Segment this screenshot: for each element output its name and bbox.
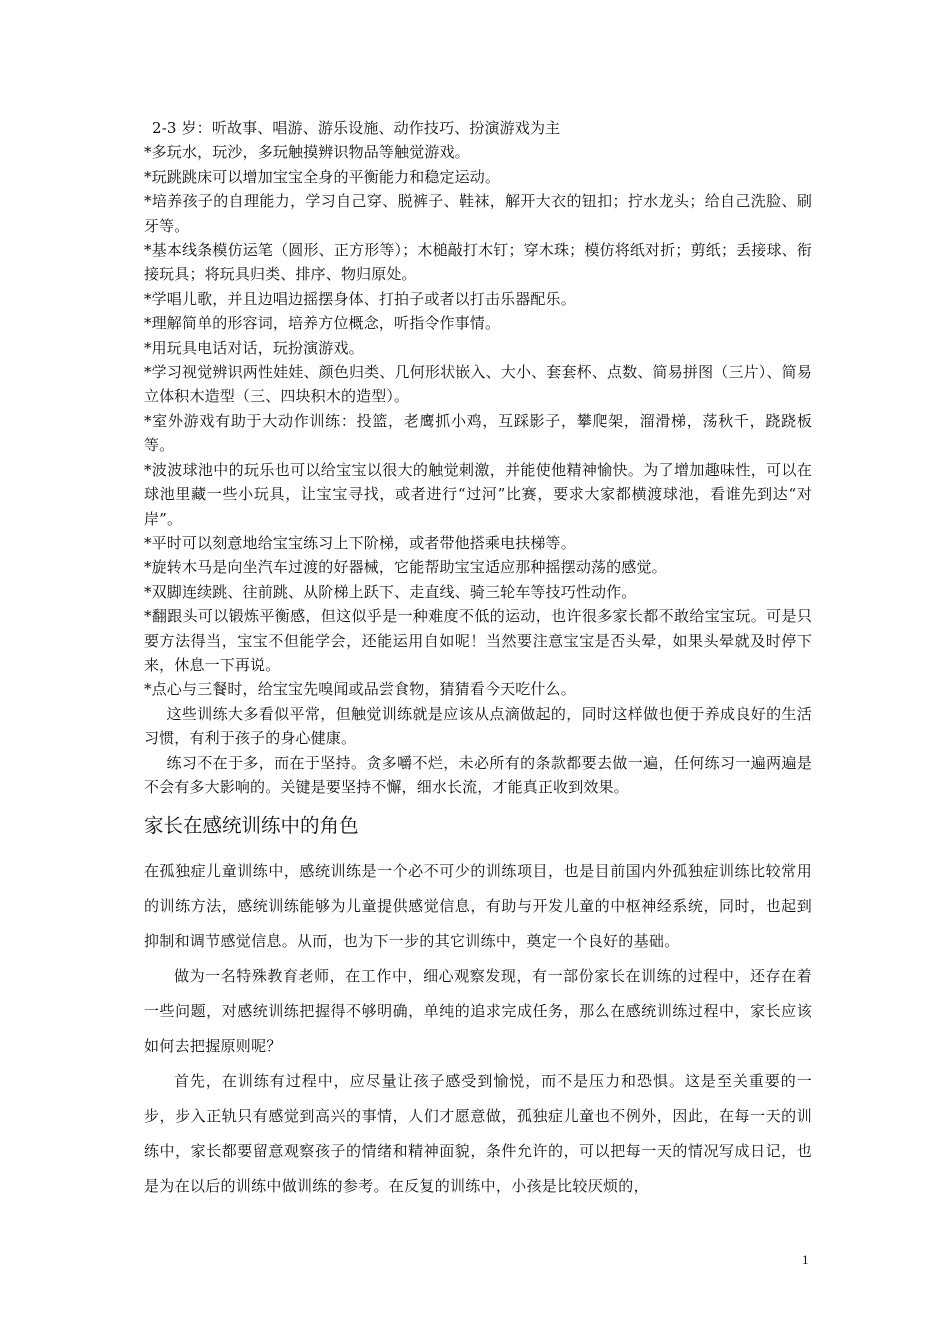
summary-paragraph: 这些训练大多看似平常，但触觉训练就是应该从点滴做起的，同时这样做也便于养成良好的生活习惯，有利于孩子的身心健康。: [144, 704, 812, 748]
list-item: *旋转木马是向坐汽车过渡的好器械，它能帮助宝宝适应那种摇摆动荡的感觉。: [144, 558, 667, 577]
list-item: *理解简单的形容词，培养方位概念，听指令作事情。: [144, 314, 501, 333]
list-item: *用玩具电话对话，玩扮演游戏。: [144, 338, 364, 357]
age-range-heading: 2-3 岁：听故事、唱游、游乐设施、动作技巧、扮演游戏为主: [152, 119, 561, 137]
list-item: *多玩水，玩沙，多玩触摸辨识物品等触觉游戏。: [144, 143, 470, 162]
document-page: [144, 116, 812, 1204]
page-number: 1: [802, 1252, 809, 1267]
list-item: *双脚连续跳、往前跳、从阶梯上跃下、走直线、骑三轮车等技巧性动作。: [144, 582, 637, 601]
article-section: [144, 854, 812, 1204]
list-item: *学唱儿歌，并且边唱边摇摆身体、打拍子或者以打击乐器配乐。: [144, 289, 576, 308]
activity-list-section: [144, 116, 812, 799]
section-heading: 家长在感统训练中的角色: [144, 814, 359, 838]
list-item: *基本线条模仿运笔（圆形、正方形等）；木槌敲打木钉；穿木珠；模仿将纸对折；剪纸；丢接球、衔接玩具；将玩具归类、排序、物归原处。: [144, 241, 812, 284]
list-item: *翻跟头可以锻炼平衡感，但这似乎是一种难度不低的运动，也许很多家长都不敢给宝宝玩。可是只要方法得当，宝宝不但能学会，还能运用自如呢！当然要注意宝宝是否头晕，如果头晕就及时停下来，休息一下再说。: [144, 607, 812, 674]
article-paragraph: 在孤独症儿童训练中，感统训练是一个必不可少的训练项目，也是目前国内外孤独症训练比较常用的训练方法，感统训练能够为儿童提供感觉信息，有助与开发儿童的中枢神经系统，同时，也起到抑制和调节感觉信息。从而，也为下一步的其它训练中，奠定一个良好的基础。: [144, 862, 812, 951]
article-paragraph: 首先，在训练有过程中，应尽量让孩子感受到愉悦，而不是压力和恐惧。这是至关重要的一步，步入正轨只有感觉到高兴的事情，人们才愿意做，孤独症儿童也不例外，因此，在每一天的训练中，家长都要留意观察孩子的情绪和精神面貌，条件允许的，可以把每一天的情况写成日记，也是为在以后的训练中做训练的参考。在反复的训练中，小孩是比较厌烦的，: [144, 1072, 812, 1196]
article-paragraph: 做为一名特殊教育老师，在工作中，细心观察发现，有一部份家长在训练的过程中，还存在着一些问题，对感统训练把握得不够明确，单纯的追求完成任务，那么在感统训练过程中，家长应该如何去把握原则呢？: [144, 967, 812, 1056]
list-item: *点心与三餐时，给宝宝先嗅闻或品尝食物，猜猜看今天吃什么。: [144, 680, 576, 699]
list-item: *波波球池中的玩乐也可以给宝宝以很大的触觉刺激，并能使他精神愉快。为了增加趣味性，可以在球池里藏一些小玩具，让宝宝寻找，或者进行“过河”比赛，要求大家都横渡球池，看谁先到达“对岸”。: [144, 460, 812, 528]
list-item: *平时可以刻意地给宝宝练习上下阶梯，或者带他搭乘电扶梯等。: [144, 533, 576, 552]
list-item: *玩跳跳床可以增加宝宝全身的平衡能力和稳定运动。: [144, 167, 501, 186]
summary-paragraph: 练习不在于多，而在于坚持。贪多嚼不烂，未必所有的条款都要去做一遍，任何练习一遍两遍是不会有多大影响的。关键是要坚持不懈，细水长流，才能真正收到效果。: [144, 753, 812, 796]
list-item: *室外游戏有助于大动作训练：投篮，老鹰抓小鸡，互踩影子，攀爬架，溜滑梯，荡秋千，跷跷板等。: [144, 411, 812, 455]
list-item: *学习视觉辨识两性娃娃、颜色归类、几何形状嵌入、大小、套套杯、点数、简易拼图（三片）、简易立体积木造型（三、四块积木的造型）。: [144, 363, 812, 406]
list-item: *培养孩子的自理能力，学习自己穿、脱裤子、鞋袜，解开大衣的钮扣；拧水龙头；给自己洗脸、刷牙等。: [144, 192, 812, 235]
